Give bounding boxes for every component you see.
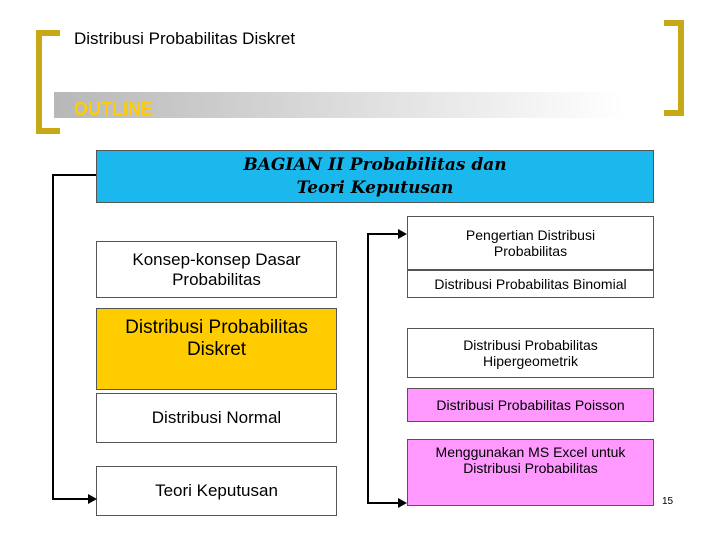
right-box-label: Distribusi Probabilitas Binomial	[434, 275, 627, 292]
right-bracket-decoration	[664, 20, 684, 116]
arrow-to-ms-excel	[398, 498, 407, 508]
right-box-label: Menggunakan MS Excel untuk Distribusi Probabilitas	[435, 444, 626, 477]
right-box-hipergeometrik	[407, 328, 654, 378]
connector-right-trunk	[367, 233, 369, 504]
connector-left-bottom	[52, 498, 88, 500]
connector-right-top	[367, 233, 399, 235]
outline-heading: OUTLINE	[74, 99, 153, 119]
left-box-konsep-dasar	[96, 241, 337, 298]
left-box-label: Distribusi Normal	[151, 408, 282, 428]
right-box-binomial	[407, 270, 654, 298]
left-box-teori-keputusan	[96, 466, 337, 516]
slide-title: Distribusi Probabilitas Diskret	[74, 29, 296, 48]
right-box-pengertian	[407, 216, 654, 270]
right-box-ms-excel	[407, 439, 654, 506]
left-box-label: Teori Keputusan	[155, 481, 278, 501]
arrow-to-teori-keputusan	[88, 494, 97, 504]
left-bracket-decoration	[36, 30, 60, 134]
left-box-label: Distribusi Probabilitas Diskret	[125, 317, 308, 360]
arrow-to-pengertian	[398, 229, 407, 239]
connector-left-top	[52, 174, 96, 176]
right-box-label: Distribusi Probabilitas Poisson	[436, 396, 625, 413]
right-box-label: Distribusi Probabilitas Hipergeometrik	[463, 336, 598, 369]
right-box-poisson	[407, 388, 654, 422]
right-box-label: Pengertian Distribusi Probabilitas	[465, 226, 596, 259]
header-box-bagian-ii	[96, 150, 654, 203]
left-box-label: Konsep-konsep Dasar Probabilitas	[132, 249, 301, 289]
page-number: 15	[662, 496, 674, 507]
left-box-distribusi-diskret	[96, 308, 337, 390]
connector-left-trunk	[52, 174, 54, 500]
connector-right-bottom	[367, 502, 399, 504]
header-box-label: BAGIAN II Probabilitas dan Teori Keputusan	[243, 155, 507, 198]
left-box-distribusi-normal	[96, 393, 337, 443]
